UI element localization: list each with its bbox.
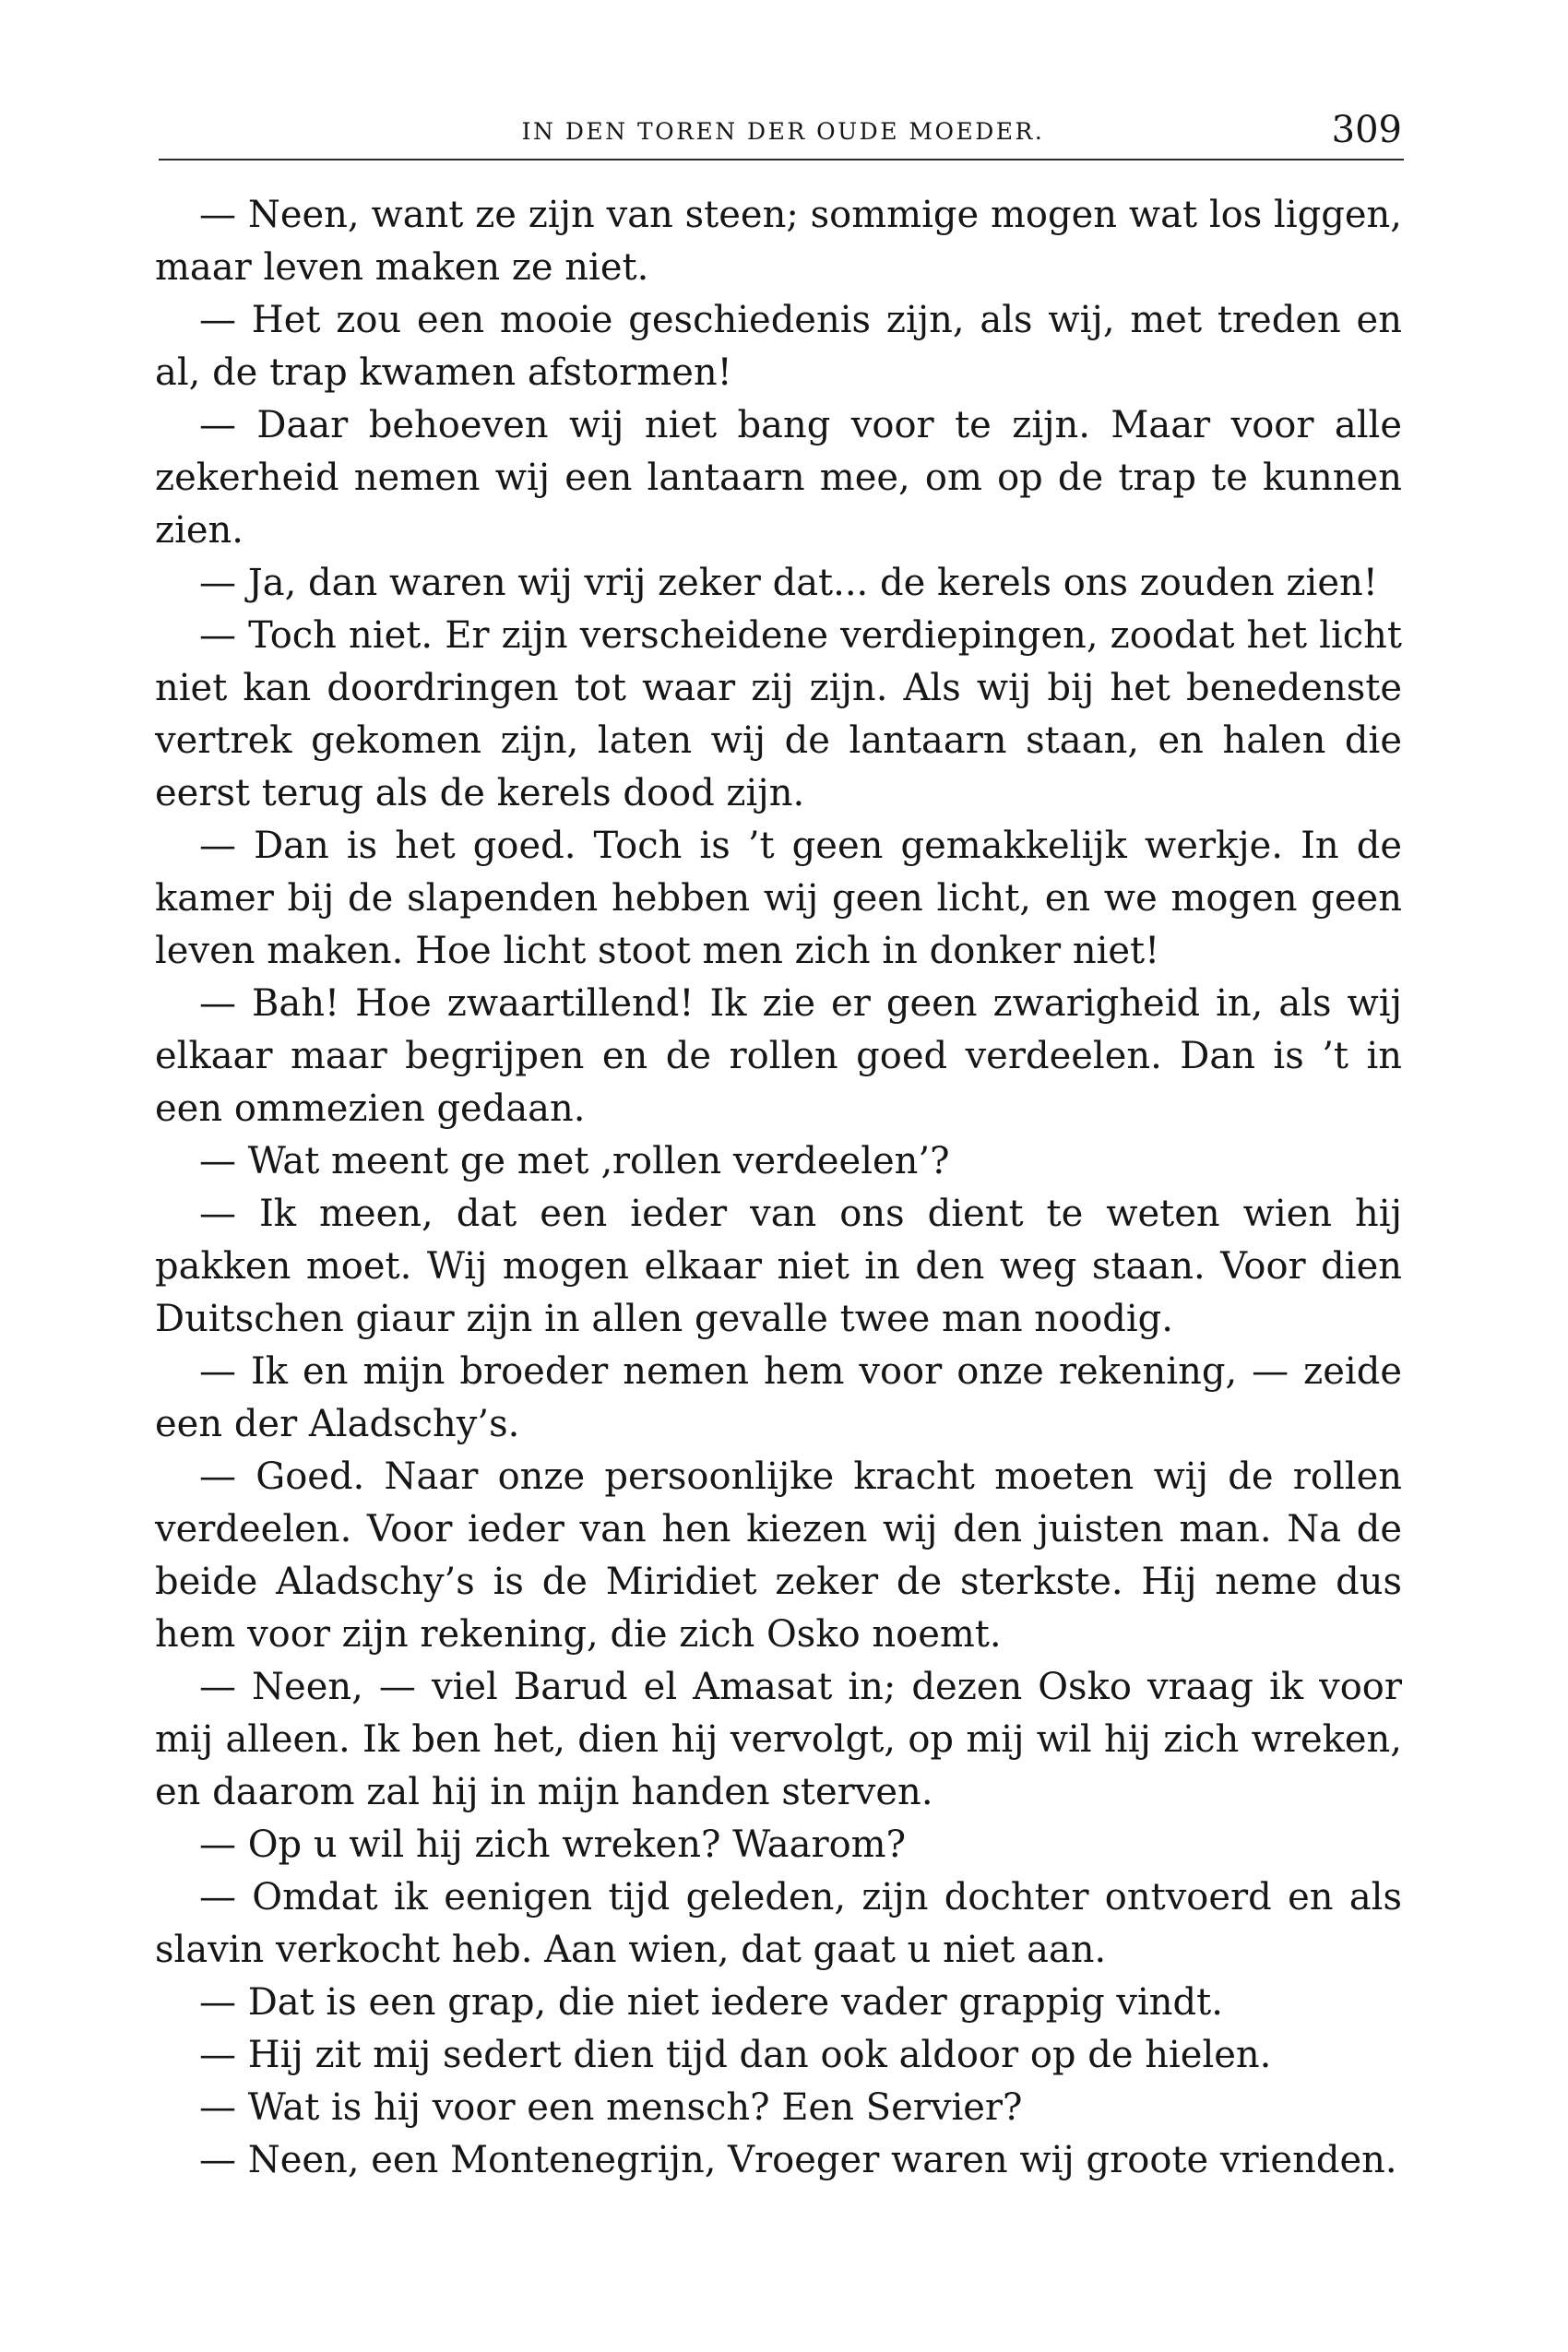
page-number: 309 bbox=[1331, 109, 1402, 151]
paragraph: — Op u wil hij zich wreken? Waarom? bbox=[199, 1823, 907, 1866]
paragraph: — Goed. Naar onze persoonlijke kracht moeten wij de rollen verdeelen. Voor ieder van hen kiezen wij den juisten man. Na de beide Aladschy’s is de Miridiet zeker de sterkste. Hij neme dus hem voor zijn rekening, die zich Osko noemt. bbox=[155, 1455, 1402, 1656]
paragraph: — Toch niet. Er zijn verscheidene verdiepingen, zoodat het licht niet kan doordringen tot waar zij zijn. Als wij bij het benedenste vertrek gekomen zijn, laten wij de lantaarn staan, en halen die eerst terug als de kerels dood zijn. bbox=[155, 614, 1402, 814]
paragraph: — Neen, — viel Barud el Amasat in; dezen Osko vraag ik voor mij alleen. Ik ben het, dien hij vervolgt, op mij wil hij zich wreken, en daarom zal hij in mijn handen sterven. bbox=[155, 1666, 1402, 1813]
paragraph: — Dat is een grap, die niet iedere vader grappig vindt. bbox=[199, 1981, 1223, 2024]
paragraph: — Neen, een Montenegrijn, Vroeger waren wij groote vrienden. bbox=[199, 2139, 1397, 2181]
paragraph: — Wat meent ge met ‚rollen verdeelen’? bbox=[199, 1140, 950, 1182]
paragraph: — Ik meen, dat een ieder van ons dient te weten wien hij pakken moet. Wij mogen elkaar niet in den weg staan. Voor dien Duitschen giaur zijn in allen gevalle twee man noodig. bbox=[155, 1193, 1402, 1340]
running-head bbox=[164, 109, 1402, 157]
paragraph: — Hij zit mij sedert dien tijd dan ook aldoor op de hielen. bbox=[199, 2034, 1272, 2076]
paragraph: — Ik en mijn broeder nemen hem voor onze rekening, — zeide een der Aladschy’s. bbox=[155, 1350, 1402, 1445]
header-rule bbox=[159, 159, 1404, 160]
paragraph: — Ja, dan waren wij vrij zeker dat... de kerels ons zouden zien! bbox=[199, 562, 1378, 604]
body-text bbox=[155, 189, 1402, 2187]
paragraph: — Dan is het goed. Toch is ’t geen gemakkelijk werkje. In de kamer bij de slapenden hebben wij geen licht, en we mogen geen leven maken. Hoe licht stoot men zich in donker niet! bbox=[155, 825, 1402, 972]
paragraph: — Wat is hij voor een mensch? Een Servier? bbox=[199, 2086, 1023, 2129]
running-title: IN DEN TOREN DER OUDE MOEDER. bbox=[521, 118, 1045, 145]
paragraph: — Neen, want ze zijn van steen; sommige mogen wat los liggen, maar leven maken ze niet. bbox=[155, 194, 1402, 289]
paragraph: — Het zou een mooie geschiedenis zijn, als wij, met treden en al, de trap kwamen afstormen! bbox=[155, 299, 1402, 394]
paragraph: — Bah! Hoe zwaartillend! Ik zie er geen zwarigheid in, als wij elkaar maar begrijpen en de rollen goed verdeelen. Dan is ’t in een ommezien gedaan. bbox=[155, 982, 1402, 1130]
paragraph: — Omdat ik eenigen tijd geleden, zijn dochter ontvoerd en als slavin verkocht heb. Aan wien, dat gaat u niet aan. bbox=[155, 1876, 1402, 1971]
paragraph: — Daar behoeven wij niet bang voor te zijn. Maar voor alle zekerheid nemen wij een lantaarn mee, om op de trap te kunnen zien. bbox=[155, 404, 1402, 552]
